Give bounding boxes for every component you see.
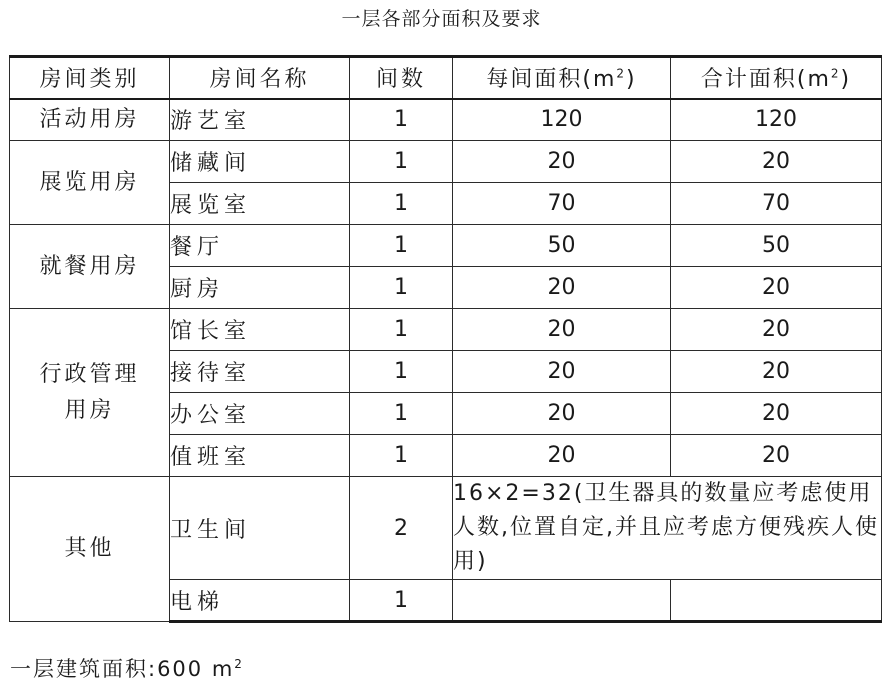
table-row — [10, 309, 882, 351]
table-row — [10, 99, 882, 141]
header-category: 房间类别 — [10, 57, 170, 99]
area-each-cell: 20 — [453, 141, 671, 183]
header-room-name: 房间名称 — [170, 57, 350, 99]
area-total-cell: 50 — [671, 225, 882, 267]
header-area-total: 合计面积$(m^2)$ — [671, 57, 882, 99]
category-cell: 就餐用房 — [10, 225, 170, 309]
area-each-cell: 20 — [453, 309, 671, 351]
area-each-cell — [453, 580, 671, 622]
count-cell: 1 — [350, 435, 453, 477]
room-name-cell: 馆长室 — [170, 309, 350, 351]
area-each-cell: 70 — [453, 183, 671, 225]
room-name-cell: 电梯 — [170, 580, 350, 622]
area-total-cell: 20 — [671, 309, 882, 351]
area-requirements-table — [9, 55, 882, 623]
area-total-cell: 20 — [671, 435, 882, 477]
count-cell: 1 — [350, 183, 453, 225]
area-each-cell: 20 — [453, 393, 671, 435]
room-name-cell: 办公室 — [170, 393, 350, 435]
category-cell — [10, 309, 170, 477]
room-name-cell: 厨房 — [170, 267, 350, 309]
category-cell: 展览用房 — [10, 141, 170, 225]
floor-area-note: 一层建筑面积:600 $m^2$ — [10, 657, 244, 681]
area-total-cell: 20 — [671, 351, 882, 393]
count-cell: 1 — [350, 99, 453, 141]
count-cell: 1 — [350, 580, 453, 622]
area-total-cell: 120 — [671, 99, 882, 141]
area-each-cell: 20 — [453, 435, 671, 477]
table-row — [10, 141, 882, 183]
table-title: 一层各部分面积及要求 — [341, 8, 542, 30]
restroom-note-cell: 16×2=32(卫生器具的数量应考虑使用人数,位置自定,并且应考虑方便残疾人使用) — [453, 477, 882, 580]
room-name-cell: 值班室 — [170, 435, 350, 477]
area-each-cell: 120 — [453, 99, 671, 141]
room-name-cell: 餐厅 — [170, 225, 350, 267]
area-total-cell: 20 — [671, 141, 882, 183]
area-total-cell: 20 — [671, 267, 882, 309]
category-cell: 其他 — [10, 477, 170, 622]
category-line: 用房 — [64, 397, 115, 423]
area-each-cell: 50 — [453, 225, 671, 267]
count-cell: 1 — [350, 267, 453, 309]
room-name-cell: 游艺室 — [170, 99, 350, 141]
count-cell: 1 — [350, 141, 453, 183]
count-cell: 1 — [350, 225, 453, 267]
room-name-cell: 接待室 — [170, 351, 350, 393]
area-each-cell: 20 — [453, 267, 671, 309]
room-name-cell: 展览室 — [170, 183, 350, 225]
table-row — [10, 477, 882, 580]
category-line: 行政管理 — [39, 361, 140, 387]
room-name-cell: 储藏间 — [170, 141, 350, 183]
count-cell: 1 — [350, 393, 453, 435]
count-cell: 1 — [350, 309, 453, 351]
room-name-cell: 卫生间 — [170, 477, 350, 580]
count-cell: 1 — [350, 351, 453, 393]
area-total-cell — [671, 580, 882, 622]
category-cell: 活动用房 — [10, 99, 170, 141]
area-each-cell: 20 — [453, 351, 671, 393]
header-area-each: 每间面积$(m^2)$ — [453, 57, 671, 99]
count-cell: 2 — [350, 477, 453, 580]
table-row — [10, 225, 882, 267]
table-header-row — [10, 57, 882, 99]
header-count: 间数 — [350, 57, 453, 99]
area-total-cell: 20 — [671, 393, 882, 435]
area-total-cell: 70 — [671, 183, 882, 225]
